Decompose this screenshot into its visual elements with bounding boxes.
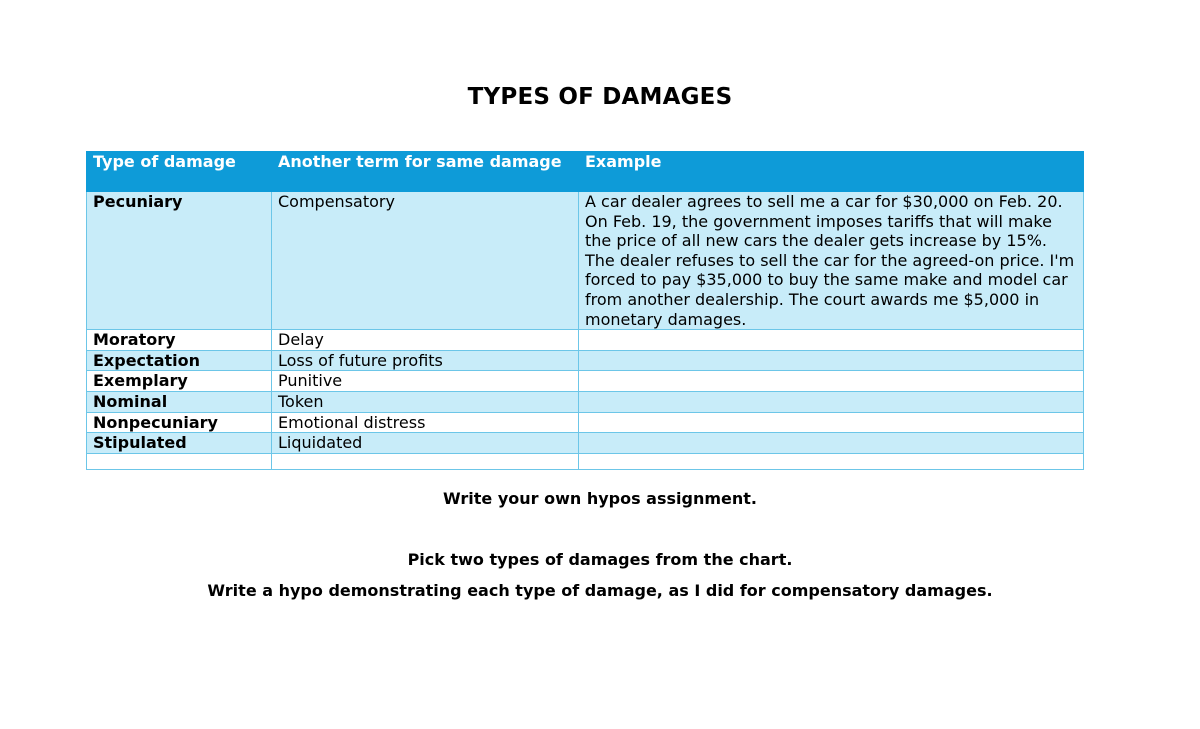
damages-table [86,151,1084,470]
damage-type-cell: Pecuniary [87,192,272,330]
instruction-pick-two: Pick two types of damages from the chart. [407,550,793,569]
header-type-of-damage: Type of damage [87,152,272,192]
damage-type-cell: Exemplary [87,371,272,392]
damage-term-cell [272,453,579,469]
damage-example-cell [579,350,1084,371]
damage-term-cell: Liquidated [272,433,579,454]
table-row [87,330,1084,351]
header-another-term: Another term for same damage [272,152,579,192]
damage-example-cell [579,433,1084,454]
damage-type-cell: Nominal [87,391,272,412]
damage-type-cell: Nonpecuniary [87,412,272,433]
damage-term-cell: Punitive [272,371,579,392]
damage-type-cell: Stipulated [87,433,272,454]
damage-example-cell: A car dealer agrees to sell me a car for $30,000 on Feb. 20. On Feb. 19, the government imposes tariffs that will make the price of all new cars the dealer gets increase by 15%. The dealer refuses to sell the car for the agreed-on price. I'm forced to pay $35,000 to buy the same make and model car from another dealership. The court awards me $5,000 in monetary damages. [579,192,1084,330]
document-title: TYPES OF DAMAGES [467,84,733,110]
table-row [87,391,1084,412]
table-row [87,433,1084,454]
damage-type-cell: Moratory [87,330,272,351]
damage-term-cell: Emotional distress [272,412,579,433]
table-row [87,412,1084,433]
header-example: Example [579,152,1084,192]
damage-example-cell [579,453,1084,469]
damage-example-cell [579,412,1084,433]
damage-type-cell: Expectation [87,350,272,371]
table-row [87,192,1084,330]
table-row [87,350,1084,371]
instruction-write-hypo: Write a hypo demonstrating each type of damage, as I did for compensatory damages. [207,581,993,600]
table-header-row [87,152,1084,192]
table-row [87,371,1084,392]
damage-example-cell [579,330,1084,351]
damage-type-cell [87,453,272,469]
damage-term-cell: Token [272,391,579,412]
damage-example-cell [579,371,1084,392]
damage-term-cell: Compensatory [272,192,579,330]
table-row [87,453,1084,469]
damage-term-cell: Delay [272,330,579,351]
damage-term-cell: Loss of future profits [272,350,579,371]
assignment-heading: Write your own hypos assignment. [443,489,757,508]
damage-example-cell [579,391,1084,412]
